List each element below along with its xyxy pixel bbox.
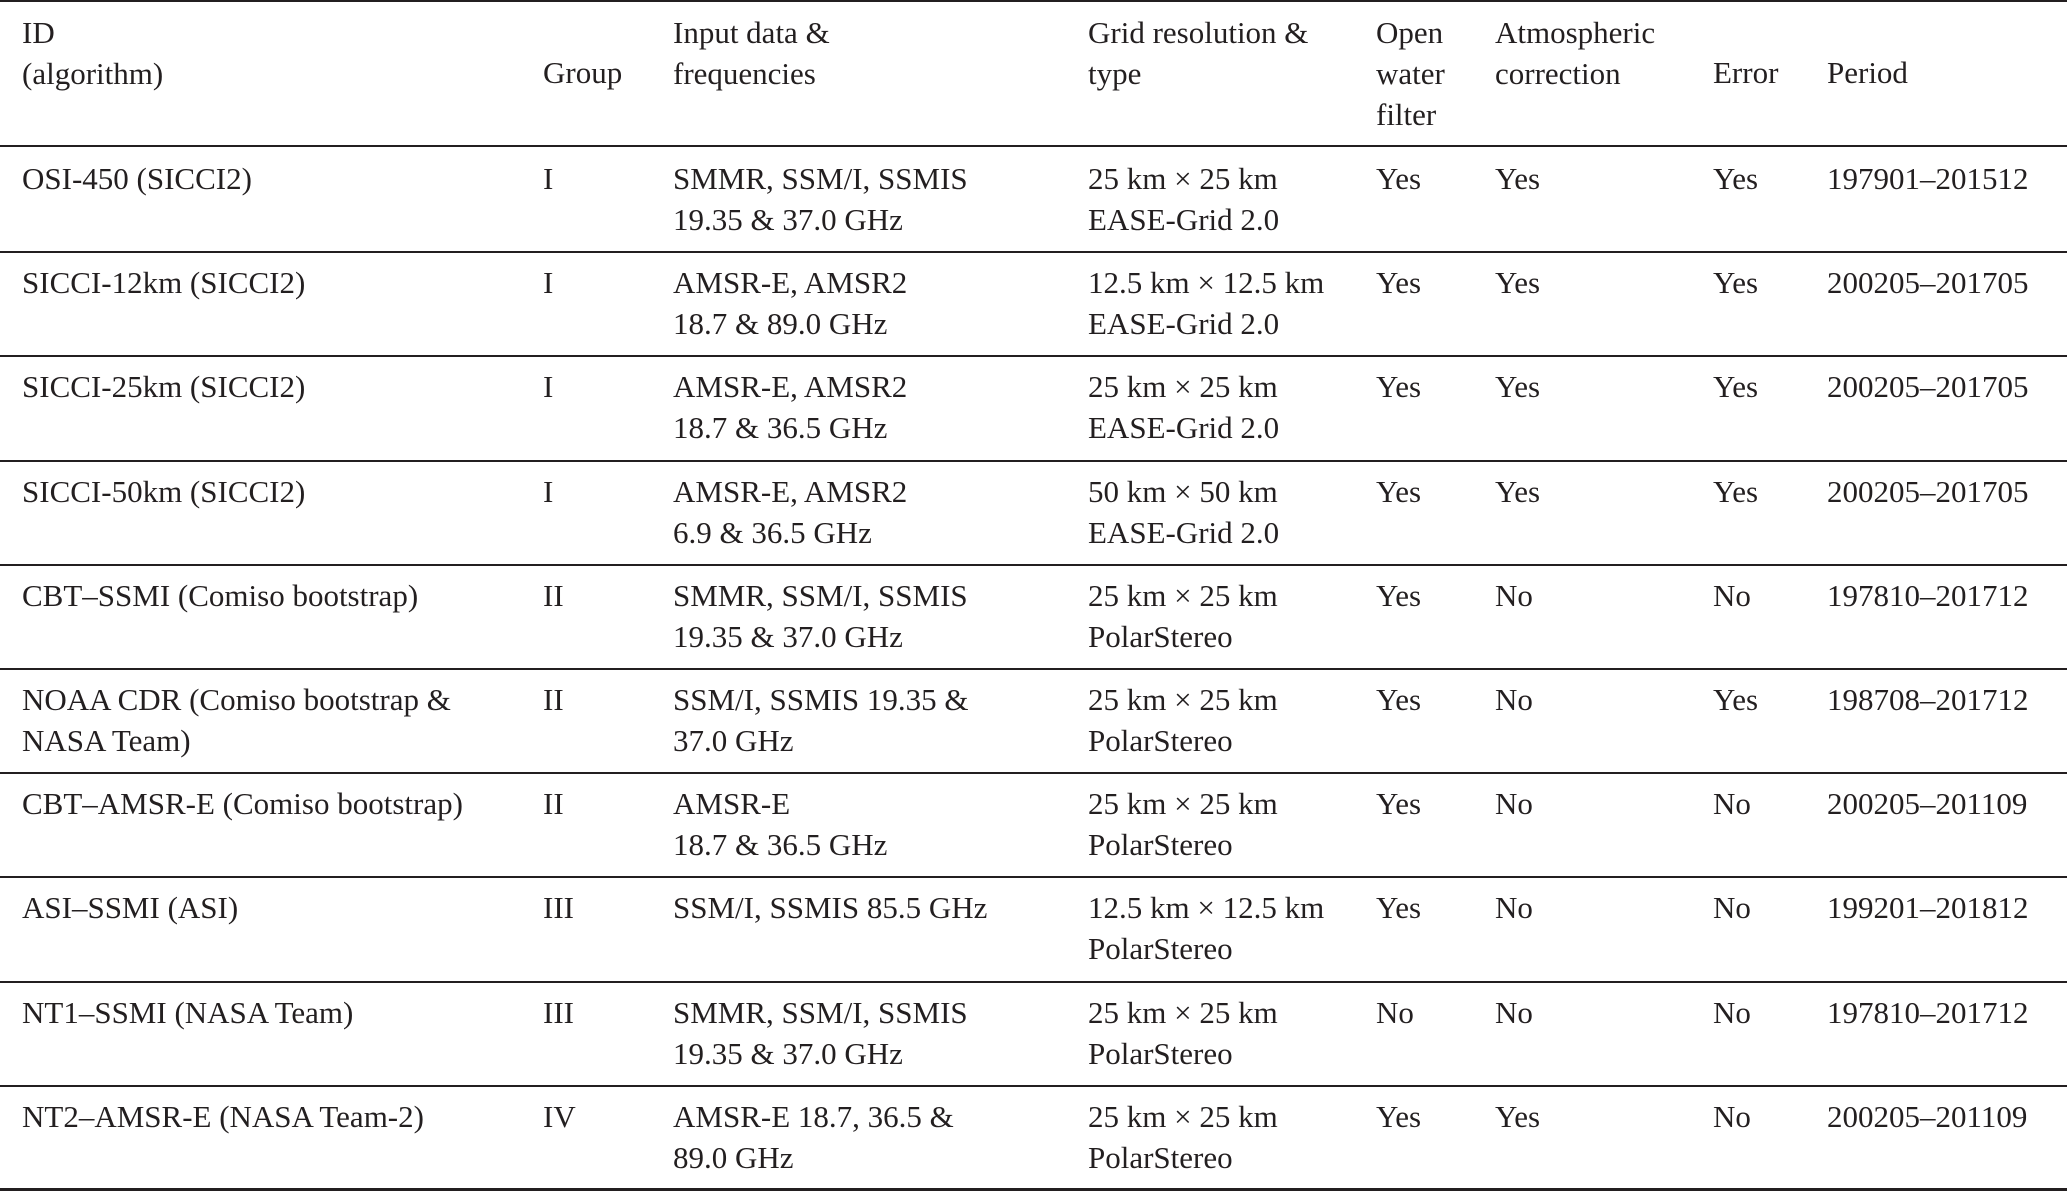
cell-input-data: SSM/I, SSMIS 85.5 GHz [673, 890, 988, 926]
cell-group: I [543, 369, 554, 405]
cell-atmospheric: No [1495, 890, 1533, 926]
cell-id: SICCI-25km (SICCI2) [22, 369, 306, 405]
cell-open-water: No [1376, 994, 1414, 1030]
cell-open-water: Yes [1376, 161, 1422, 196]
cell-input-data: SMMR, SSM/I, SSMIS 19.35 & 37.0 GHz [673, 161, 968, 237]
row-rule [0, 460, 2067, 462]
cell-input-data: SSM/I, SSMIS 19.35 & 37.0 GHz [673, 682, 969, 758]
header-error: Error [1713, 55, 1779, 90]
cell-atmospheric: No [1495, 994, 1533, 1030]
header-id: ID (algorithm) [22, 15, 164, 91]
cell-atmospheric: Yes [1495, 473, 1541, 509]
row-rule [0, 564, 2067, 566]
cell-grid: 12.5 km × 12.5 km PolarStereo [1088, 890, 1325, 967]
cell-error: No [1713, 890, 1751, 926]
cell-error: Yes [1713, 473, 1759, 509]
cell-atmospheric: No [1495, 786, 1533, 822]
row-rule [0, 772, 2067, 774]
row-rule [0, 251, 2067, 253]
cell-period: 200205–201705 [1827, 369, 2029, 405]
cell-open-water: Yes [1376, 786, 1422, 822]
cell-error: Yes [1713, 161, 1759, 196]
cell-atmospheric: No [1495, 682, 1533, 717]
cell-input-data: SMMR, SSM/I, SSMIS 19.35 & 37.0 GHz [673, 577, 968, 654]
cell-group: I [543, 265, 554, 301]
cell-period: 200205–201109 [1827, 786, 2028, 822]
header-rule [0, 145, 2067, 147]
cell-open-water: Yes [1376, 1098, 1422, 1134]
cell-error: No [1713, 994, 1751, 1030]
cell-grid: 25 km × 25 km EASE-Grid 2.0 [1088, 369, 1280, 446]
row-rule [0, 1085, 2067, 1087]
cell-group: II [543, 786, 564, 822]
cell-open-water: Yes [1376, 890, 1422, 926]
top-rule [0, 0, 2067, 2]
cell-period: 198708–201712 [1827, 682, 2029, 717]
cell-period: 197810–201712 [1827, 994, 2029, 1030]
cell-group: IV [543, 1098, 576, 1134]
cell-group: I [543, 161, 554, 196]
cell-input-data: AMSR-E, AMSR2 18.7 & 89.0 GHz [673, 265, 908, 342]
cell-period: 197810–201712 [1827, 577, 2029, 613]
cell-grid: 12.5 km × 12.5 km EASE-Grid 2.0 [1088, 265, 1325, 342]
cell-group: II [543, 682, 564, 717]
row-rule [0, 355, 2067, 357]
cell-id: SICCI-50km (SICCI2) [22, 473, 306, 509]
cell-error: Yes [1713, 265, 1759, 301]
cell-period: 197901–201512 [1827, 161, 2029, 196]
cell-error: Yes [1713, 682, 1759, 717]
cell-grid: 25 km × 25 km EASE-Grid 2.0 [1088, 161, 1280, 237]
cell-grid: 50 km × 50 km EASE-Grid 2.0 [1088, 473, 1280, 550]
cell-atmospheric: Yes [1495, 1098, 1541, 1134]
cell-atmospheric: Yes [1495, 161, 1541, 196]
cell-input-data: AMSR-E 18.7 & 36.5 GHz [673, 786, 888, 863]
cell-group: I [543, 473, 554, 509]
cell-open-water: Yes [1376, 473, 1422, 509]
cell-open-water: Yes [1376, 369, 1422, 405]
row-rule [0, 981, 2067, 983]
header-grid: Grid resolution & type [1088, 15, 1309, 91]
cell-atmospheric: No [1495, 577, 1533, 613]
header-input-data: Input data & frequencies [673, 15, 830, 91]
cell-grid: 25 km × 25 km PolarStereo [1088, 577, 1278, 654]
cell-grid: 25 km × 25 km PolarStereo [1088, 994, 1278, 1071]
cell-id: OSI-450 (SICCI2) [22, 161, 252, 196]
cell-input-data: SMMR, SSM/I, SSMIS 19.35 & 37.0 GHz [673, 994, 968, 1071]
cell-group: III [543, 994, 574, 1030]
cell-open-water: Yes [1376, 682, 1422, 717]
cell-id: NT2–AMSR-E (NASA Team-2) [22, 1098, 424, 1134]
header-group: Group [543, 55, 623, 90]
cell-period: 200205–201109 [1827, 1098, 2028, 1134]
cell-grid: 25 km × 25 km PolarStereo [1088, 786, 1278, 863]
row-rule [0, 668, 2067, 670]
cell-error: No [1713, 577, 1751, 613]
cell-error: Yes [1713, 369, 1759, 405]
cell-id: CBT–SSMI (Comiso bootstrap) [22, 577, 419, 613]
cell-atmospheric: Yes [1495, 265, 1541, 301]
header-atmospheric: Atmospheric correction [1495, 15, 1656, 91]
cell-error: No [1713, 786, 1751, 822]
cell-grid: 25 km × 25 km PolarStereo [1088, 1098, 1278, 1175]
cell-id: NOAA CDR (Comiso bootstrap & NASA Team) [22, 682, 451, 758]
cell-period: 200205–201705 [1827, 473, 2029, 509]
cell-open-water: Yes [1376, 577, 1422, 613]
header-period: Period [1827, 55, 1908, 90]
cell-period: 200205–201705 [1827, 265, 2029, 301]
cell-input-data: AMSR-E 18.7, 36.5 & 89.0 GHz [673, 1098, 954, 1175]
row-rule [0, 876, 2067, 878]
cell-id: CBT–AMSR-E (Comiso bootstrap) [22, 786, 463, 822]
cell-error: No [1713, 1098, 1751, 1134]
cell-input-data: AMSR-E, AMSR2 18.7 & 36.5 GHz [673, 369, 908, 446]
cell-open-water: Yes [1376, 265, 1422, 301]
cell-grid: 25 km × 25 km PolarStereo [1088, 682, 1278, 758]
cell-id: NT1–SSMI (NASA Team) [22, 994, 354, 1030]
cell-id: ASI–SSMI (ASI) [22, 890, 239, 926]
cell-atmospheric: Yes [1495, 369, 1541, 405]
cell-input-data: AMSR-E, AMSR2 6.9 & 36.5 GHz [673, 473, 908, 550]
cell-group: II [543, 577, 564, 613]
cell-period: 199201–201812 [1827, 890, 2029, 926]
header-open-water: Open water filter [1376, 15, 1445, 132]
cell-id: SICCI-12km (SICCI2) [22, 265, 306, 301]
cell-group: III [543, 890, 574, 926]
